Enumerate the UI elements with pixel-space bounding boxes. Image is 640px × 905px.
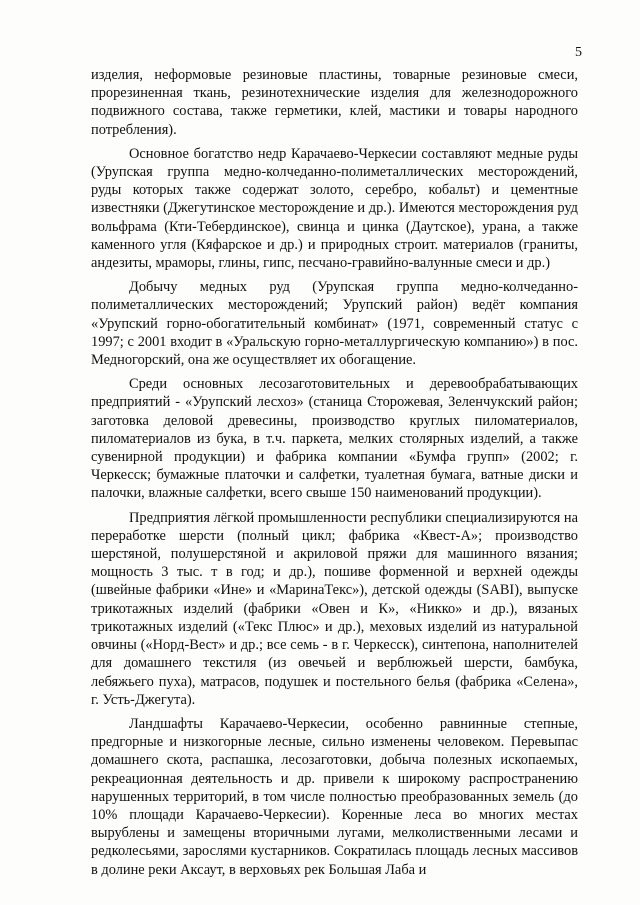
paragraph-light-industry: Предприятия лёгкой промышленности республики специализируются на переработке шерсти (полный цикл; фабрика «Квест-А»; производство шерстяной, полушерстяной и акриловой пряжи для машинного вязания; мощность 3 тыс. т в год; и др.), пошиве форменной и верхней одежды (швейные фабрики «Ине» и «МаринаТекс»), детской одежды (SABI), выпуске трикотажных изделий (фабрики «Овен и К», «Никко» и др.), вязаных трикотажных изделий («Текс Плюс» и др.), меховых изделий из натуральной овчины («Норд-Вест» и др.; все семь - в г. Черкесск), синтепона, наполнителей для домашнего текстиля (из овечьей и верблюжьей шерсти, бамбука, лебяжьего пуха), матрасов, подушек и постельного белья (фабрика «Селена», г. Усть-Джегута). <box>91 509 578 708</box>
paragraph-mineral-resources: Основное богатство недр Карачаево-Черкесии составляют медные руды (Урупская группа медно-колчеданно-полиметаллических месторождений, руды которых также содержат золото, серебро, кобальт) и цементные известняки (Джегутинское месторождение и др.). Имеются месторождения руд вольфрама (Кти-Тебердинское), свинца и цинка (Даутское), урана, а также каменного угля (Кяфарское и др.) и природных строит. материалов (граниты, андезиты, мраморы, глины, гипс, песчано-гравийно-валунные смеси и др.) <box>91 145 578 272</box>
paragraph-landscapes: Ландшафты Карачаево-Черкесии, особенно равнинные степные, предгорные и низкогорные лесные, сильно изменены человеком. Перевыпас домашнего скота, распашка, лесозаготовки, добыча полезных ископаемых, рекреационная деятельность и др. привели к широкому распространению нарушенных территорий, в том числе полностью преобразованных земель (до 10% площади Карачаево-Черкесии). Коренные леса во многих местах вырублены и замещены вторичными лугами, мелколиственными лесами и редколесьями, зарослями кустарников. Сократилась площадь лесных массивов в долине реки Аксаут, в верховьях рек Большая Лаба и <box>91 715 578 878</box>
paragraph-copper-mining: Добычу медных руд (Урупская группа медно-колчеданно-полиметаллических месторождений; Урупский район) ведёт компания «Урупский горно-обогатительный комбинат» (1971, современный статус с 1997; с 2001 входит в «Уральскую горно-металлургическую компанию») в пос. Медногорский, она же осуществляет их обогащение. <box>91 279 578 369</box>
paragraph-continuation: изделия, неформовые резиновые пластины, товарные резиновые смеси, прорезиненная ткань, резинотехнические изделия для железнодорожного подвижного состава, также герметики, клей, мастики и товары народного потребления). <box>91 67 578 138</box>
page-number: 5 <box>575 45 582 60</box>
document-body <box>91 66 578 885</box>
paragraph-forestry: Среди основных лесозаготовительных и деревообрабатывающих предприятий - «Урупский лесхоз» (станица Сторожевая, Зеленчукский район; заготовка деловой древесины, производство круглых пиломатериалов, пиломатериалов из бука, в т.ч. паркета, мелких столярных изделий, а также сувенирной продукции) и фабрика компании «Бумфа групп» (2002; г. Черкесск; бумажные платочки и салфетки, туалетная бумага, ватные диски и палочки, влажные салфетки, всего свыше 150 наименований продукции). <box>91 376 578 502</box>
